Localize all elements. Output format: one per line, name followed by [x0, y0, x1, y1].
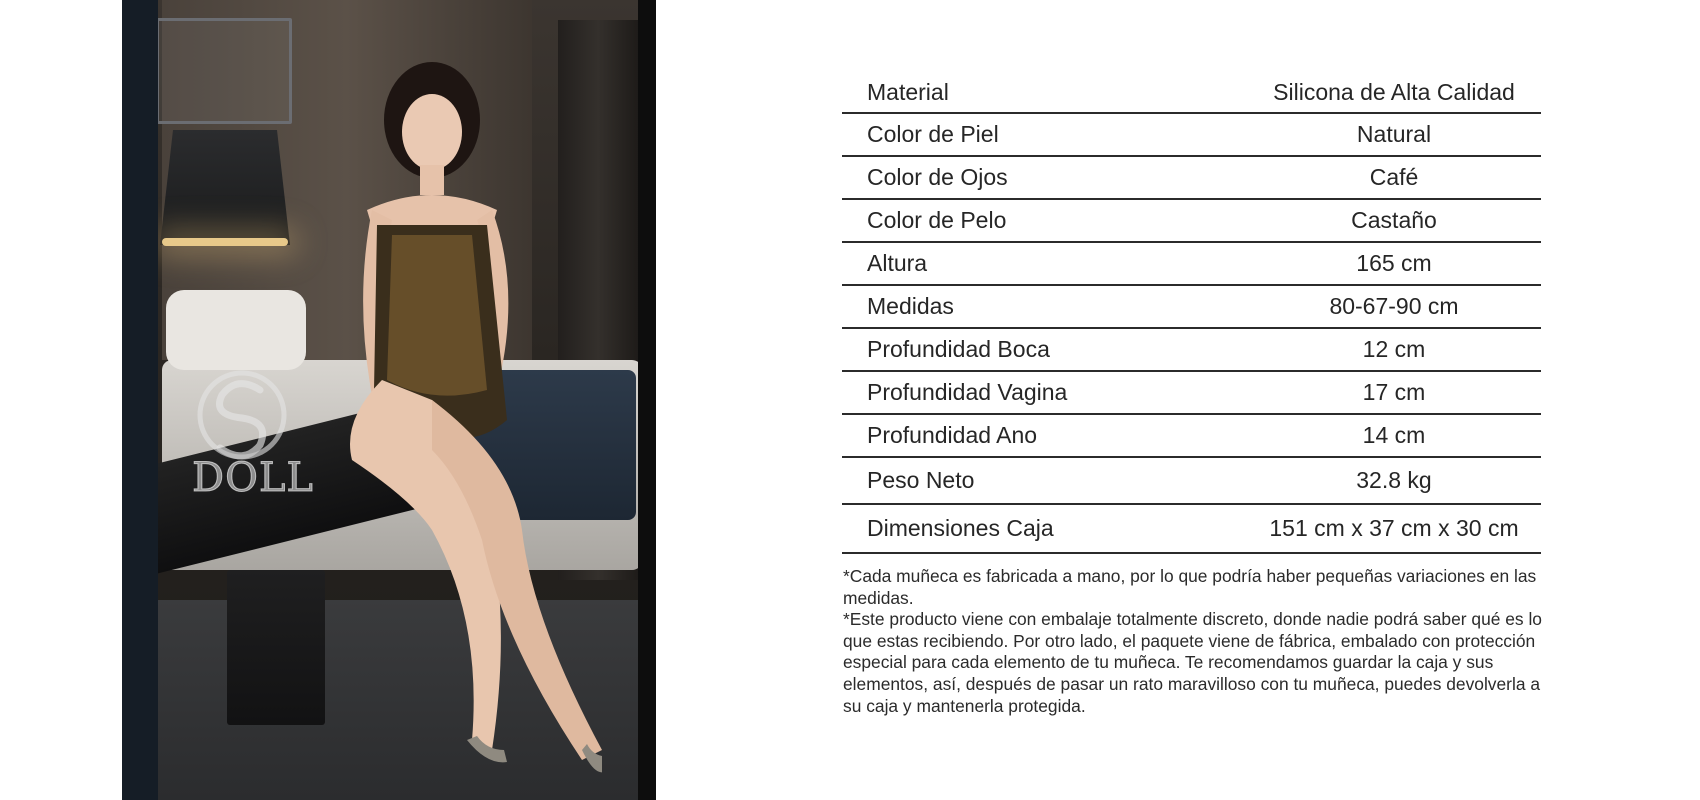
spec-row-eye-color: [842, 157, 1541, 200]
spec-value: Café: [1369, 164, 1419, 190]
lamp-glow: [162, 238, 288, 246]
spec-row-mouth-depth: [842, 329, 1541, 372]
spec-label: Color de Piel: [867, 121, 999, 147]
spec-value: 151 cm x 37 cm x 30 cm: [1269, 515, 1519, 541]
spec-label: Material: [867, 78, 949, 105]
spec-label: Profundidad Boca: [867, 336, 1050, 362]
spec-label: Medidas: [867, 293, 954, 319]
spec-label: Color de Pelo: [867, 207, 1007, 233]
spec-value: 80-67-90 cm: [1329, 293, 1459, 319]
brand-logo-text: DOLL: [192, 455, 314, 501]
spec-label: Color de Ojos: [867, 164, 1008, 190]
spec-row-hair-color: [842, 200, 1541, 243]
spec-table: [842, 72, 1541, 554]
spec-row-material: [842, 72, 1541, 114]
spec-row-measurements: [842, 286, 1541, 329]
spec-label: Profundidad Ano: [867, 422, 1038, 448]
spec-value: 32.8 kg: [1356, 467, 1432, 493]
note-packaging: *Este producto viene con embalaje totalmente discreto, donde nadie podrá saber qué es lo que estas recibiendo. Por otro lado, el paquete viene de fábrica, embalado con protección especial para cada elemento de tu muñeca. Te recomendamos guardar la caja y sus elementos, así, después de pasar un rato maravilloso con tu muñeca, puedes devolverla a su caja y mantenerla protegida.: [843, 609, 1542, 716]
spec-label: Dimensiones Caja: [867, 515, 1054, 541]
photo-left-edge: [122, 0, 158, 800]
spec-value: 14 cm: [1362, 422, 1426, 448]
spec-value: Castaño: [1351, 207, 1437, 233]
photo-shelf: [156, 18, 292, 124]
spec-value: 12 cm: [1362, 336, 1426, 362]
figure-illustration: [282, 60, 602, 780]
spec-value: 165 cm: [1356, 250, 1432, 276]
spec-label: Profundidad Vagina: [867, 379, 1068, 405]
product-photo: [122, 0, 656, 800]
spec-row-anal-depth: [842, 415, 1541, 458]
spec-value: Natural: [1356, 121, 1432, 147]
note-handmade: *Cada muñeca es fabricada a mano, por lo que podría haber pequeñas variaciones en las medidas.: [843, 566, 1537, 608]
spec-label: Peso Neto: [867, 467, 975, 493]
spec-row-skin-color: [842, 114, 1541, 157]
lamp-icon: [160, 130, 290, 245]
spec-value: Silicona de Alta Calidad: [1273, 78, 1515, 105]
photo-right-edge: [638, 0, 656, 800]
spec-label: Altura: [867, 250, 928, 276]
product-notes: [843, 566, 1548, 717]
spec-row-height: [842, 243, 1541, 286]
spec-row-box-dimensions: [842, 505, 1541, 554]
spec-row-vaginal-depth: [842, 372, 1541, 415]
spec-value: 17 cm: [1362, 379, 1426, 405]
spec-row-net-weight: [842, 458, 1541, 505]
